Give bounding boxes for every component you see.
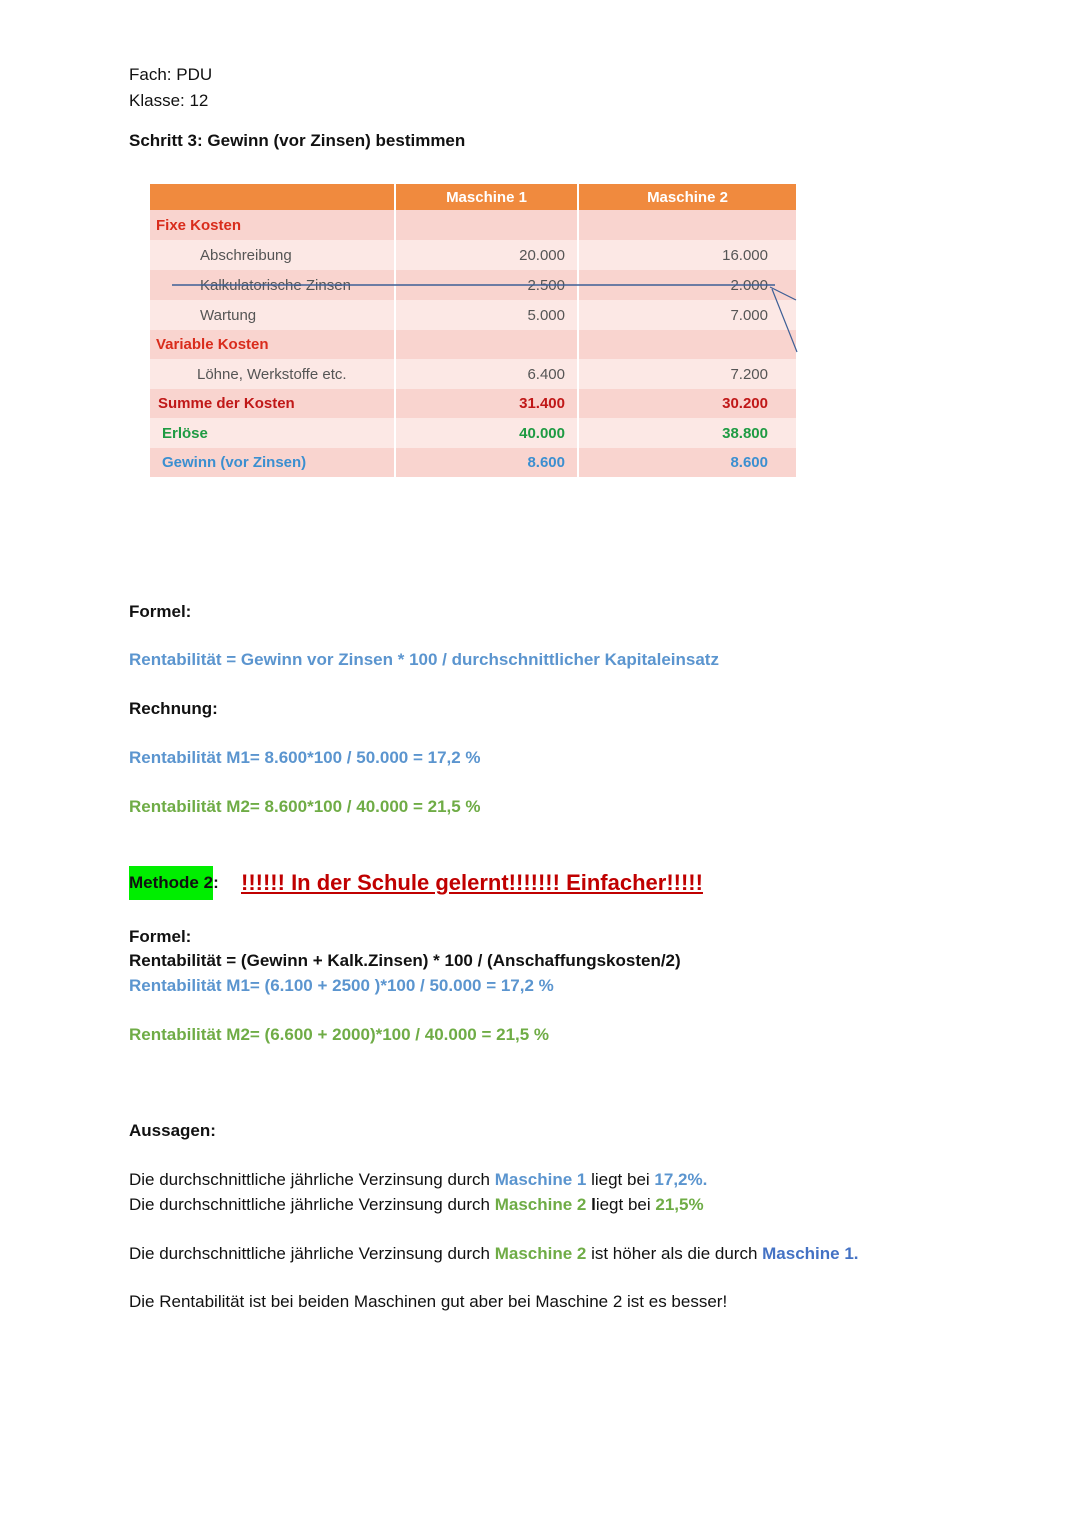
cell-gewinn-m2: 8.600 xyxy=(730,454,768,471)
table-row xyxy=(150,359,796,389)
formel2-text: Rentabilität = (Gewinn + Kalk.Zinsen) * 100 / (Anschaffungskosten/2) xyxy=(129,951,681,970)
cell-erloese-m2: 38.800 xyxy=(722,424,768,442)
row-label-gewinn: Gewinn (vor Zinsen) xyxy=(150,448,396,477)
table-row xyxy=(150,448,796,477)
aussage-line-4: Die Rentabilität ist bei beiden Maschinen gut aber bei Maschine 2 ist es besser! xyxy=(129,1292,728,1311)
row-label-variable-kosten: Variable Kosten xyxy=(150,330,396,359)
rechnung-m1: Rentabilität M1= 8.600*100 / 50.000 = 17,2 % xyxy=(129,748,481,767)
row-label-loehne: Löhne, Werkstoffe etc. xyxy=(150,359,396,389)
row-label-wartung: Wartung xyxy=(150,300,396,330)
aussage-line-1: Die durchschnittliche jährliche Verzinsung durch Maschine 1 liegt bei 17,2%. xyxy=(129,1170,708,1189)
aussagen-label: Aussagen: xyxy=(129,1121,216,1140)
rechnung-m2: Rentabilität M2= 8.600*100 / 40.000 = 21,5 % xyxy=(129,797,481,816)
subject-line: Fach: PDU xyxy=(129,65,213,84)
cell-erloese-m1: 40.000 xyxy=(396,418,579,448)
row-label-erloese: Erlöse xyxy=(150,418,396,448)
cell-loehne-m2: 7.200 xyxy=(730,365,768,383)
row-label-summe: Summe der Kosten xyxy=(150,389,396,418)
strikethrough-annotation xyxy=(0,0,1080,360)
methode2-label xyxy=(129,866,219,900)
cell-summe-m2: 30.200 xyxy=(722,395,768,412)
table-header-maschine-1: Maschine 1 xyxy=(396,184,579,210)
row-label-fixe-kosten: Fixe Kosten xyxy=(150,210,396,240)
formel-text: Rentabilität = Gewinn vor Zinsen * 100 / durchschnittlicher Kapitaleinsatz xyxy=(129,650,719,669)
table-row xyxy=(150,418,796,448)
row-label-abschreibung: Abschreibung xyxy=(150,240,396,270)
cell-wartung-m2: 7.000 xyxy=(730,306,768,324)
cell-kalk-zinsen-m1: 2.500 xyxy=(396,270,579,300)
formel2-m2: Rentabilität M2= (6.600 + 2000)*100 / 40.000 = 21,5 % xyxy=(129,1025,550,1044)
value-17-2: 17,2%. xyxy=(654,1170,708,1189)
aussage-line-3: Die durchschnittliche jährliche Verzinsung durch Maschine 2 ist höher als die durch Maschine 1. xyxy=(129,1244,859,1263)
maschine-1-mention: Maschine 1 xyxy=(494,1170,587,1189)
maschine-1-mention: Maschine 1. xyxy=(762,1244,859,1263)
cell-gewinn-m1: 8.600 xyxy=(396,448,579,477)
formel2-label: Formel: xyxy=(129,927,192,946)
cell-summe-m1: 31.400 xyxy=(396,389,579,418)
cell-abschreibung-m2: 16.000 xyxy=(722,246,768,264)
formel2-m1: Rentabilität M1= (6.100 + 2500 )*100 / 50.000 = 17,2 % xyxy=(129,976,554,995)
step-title: Schritt 3: Gewinn (vor Zinsen) bestimmen xyxy=(129,131,466,150)
methode2-colon: : xyxy=(213,873,219,892)
cell-wartung-m1: 5.000 xyxy=(396,300,579,330)
cell-loehne-m1: 6.400 xyxy=(396,359,579,389)
cell-abschreibung-m1: 20.000 xyxy=(396,240,579,270)
methode2-highlight: Methode 2 xyxy=(129,866,213,900)
table-row xyxy=(150,389,796,418)
value-21-5: 21,5% xyxy=(655,1195,704,1214)
rechnung-label: Rechnung: xyxy=(129,699,218,718)
table-header-maschine-2: Maschine 2 xyxy=(647,188,728,206)
formel-label: Formel: xyxy=(129,602,192,621)
row-label-kalk-zinsen: Kalkulatorische Zinsen xyxy=(150,270,396,300)
maschine-2-mention: Maschine 2 xyxy=(494,1244,587,1263)
methode2-title: !!!!!! In der Schule gelernt!!!!!!! Einfacher!!!!! xyxy=(241,870,703,895)
class-line: Klasse: 12 xyxy=(129,91,209,110)
maschine-2-mention: Maschine 2 xyxy=(494,1195,587,1214)
aussage-line-2: Die durchschnittliche jährliche Verzinsung durch Maschine 2 liegt bei 21,5% xyxy=(129,1195,704,1214)
cell-kalk-zinsen-m2: 2.000 xyxy=(730,276,768,294)
